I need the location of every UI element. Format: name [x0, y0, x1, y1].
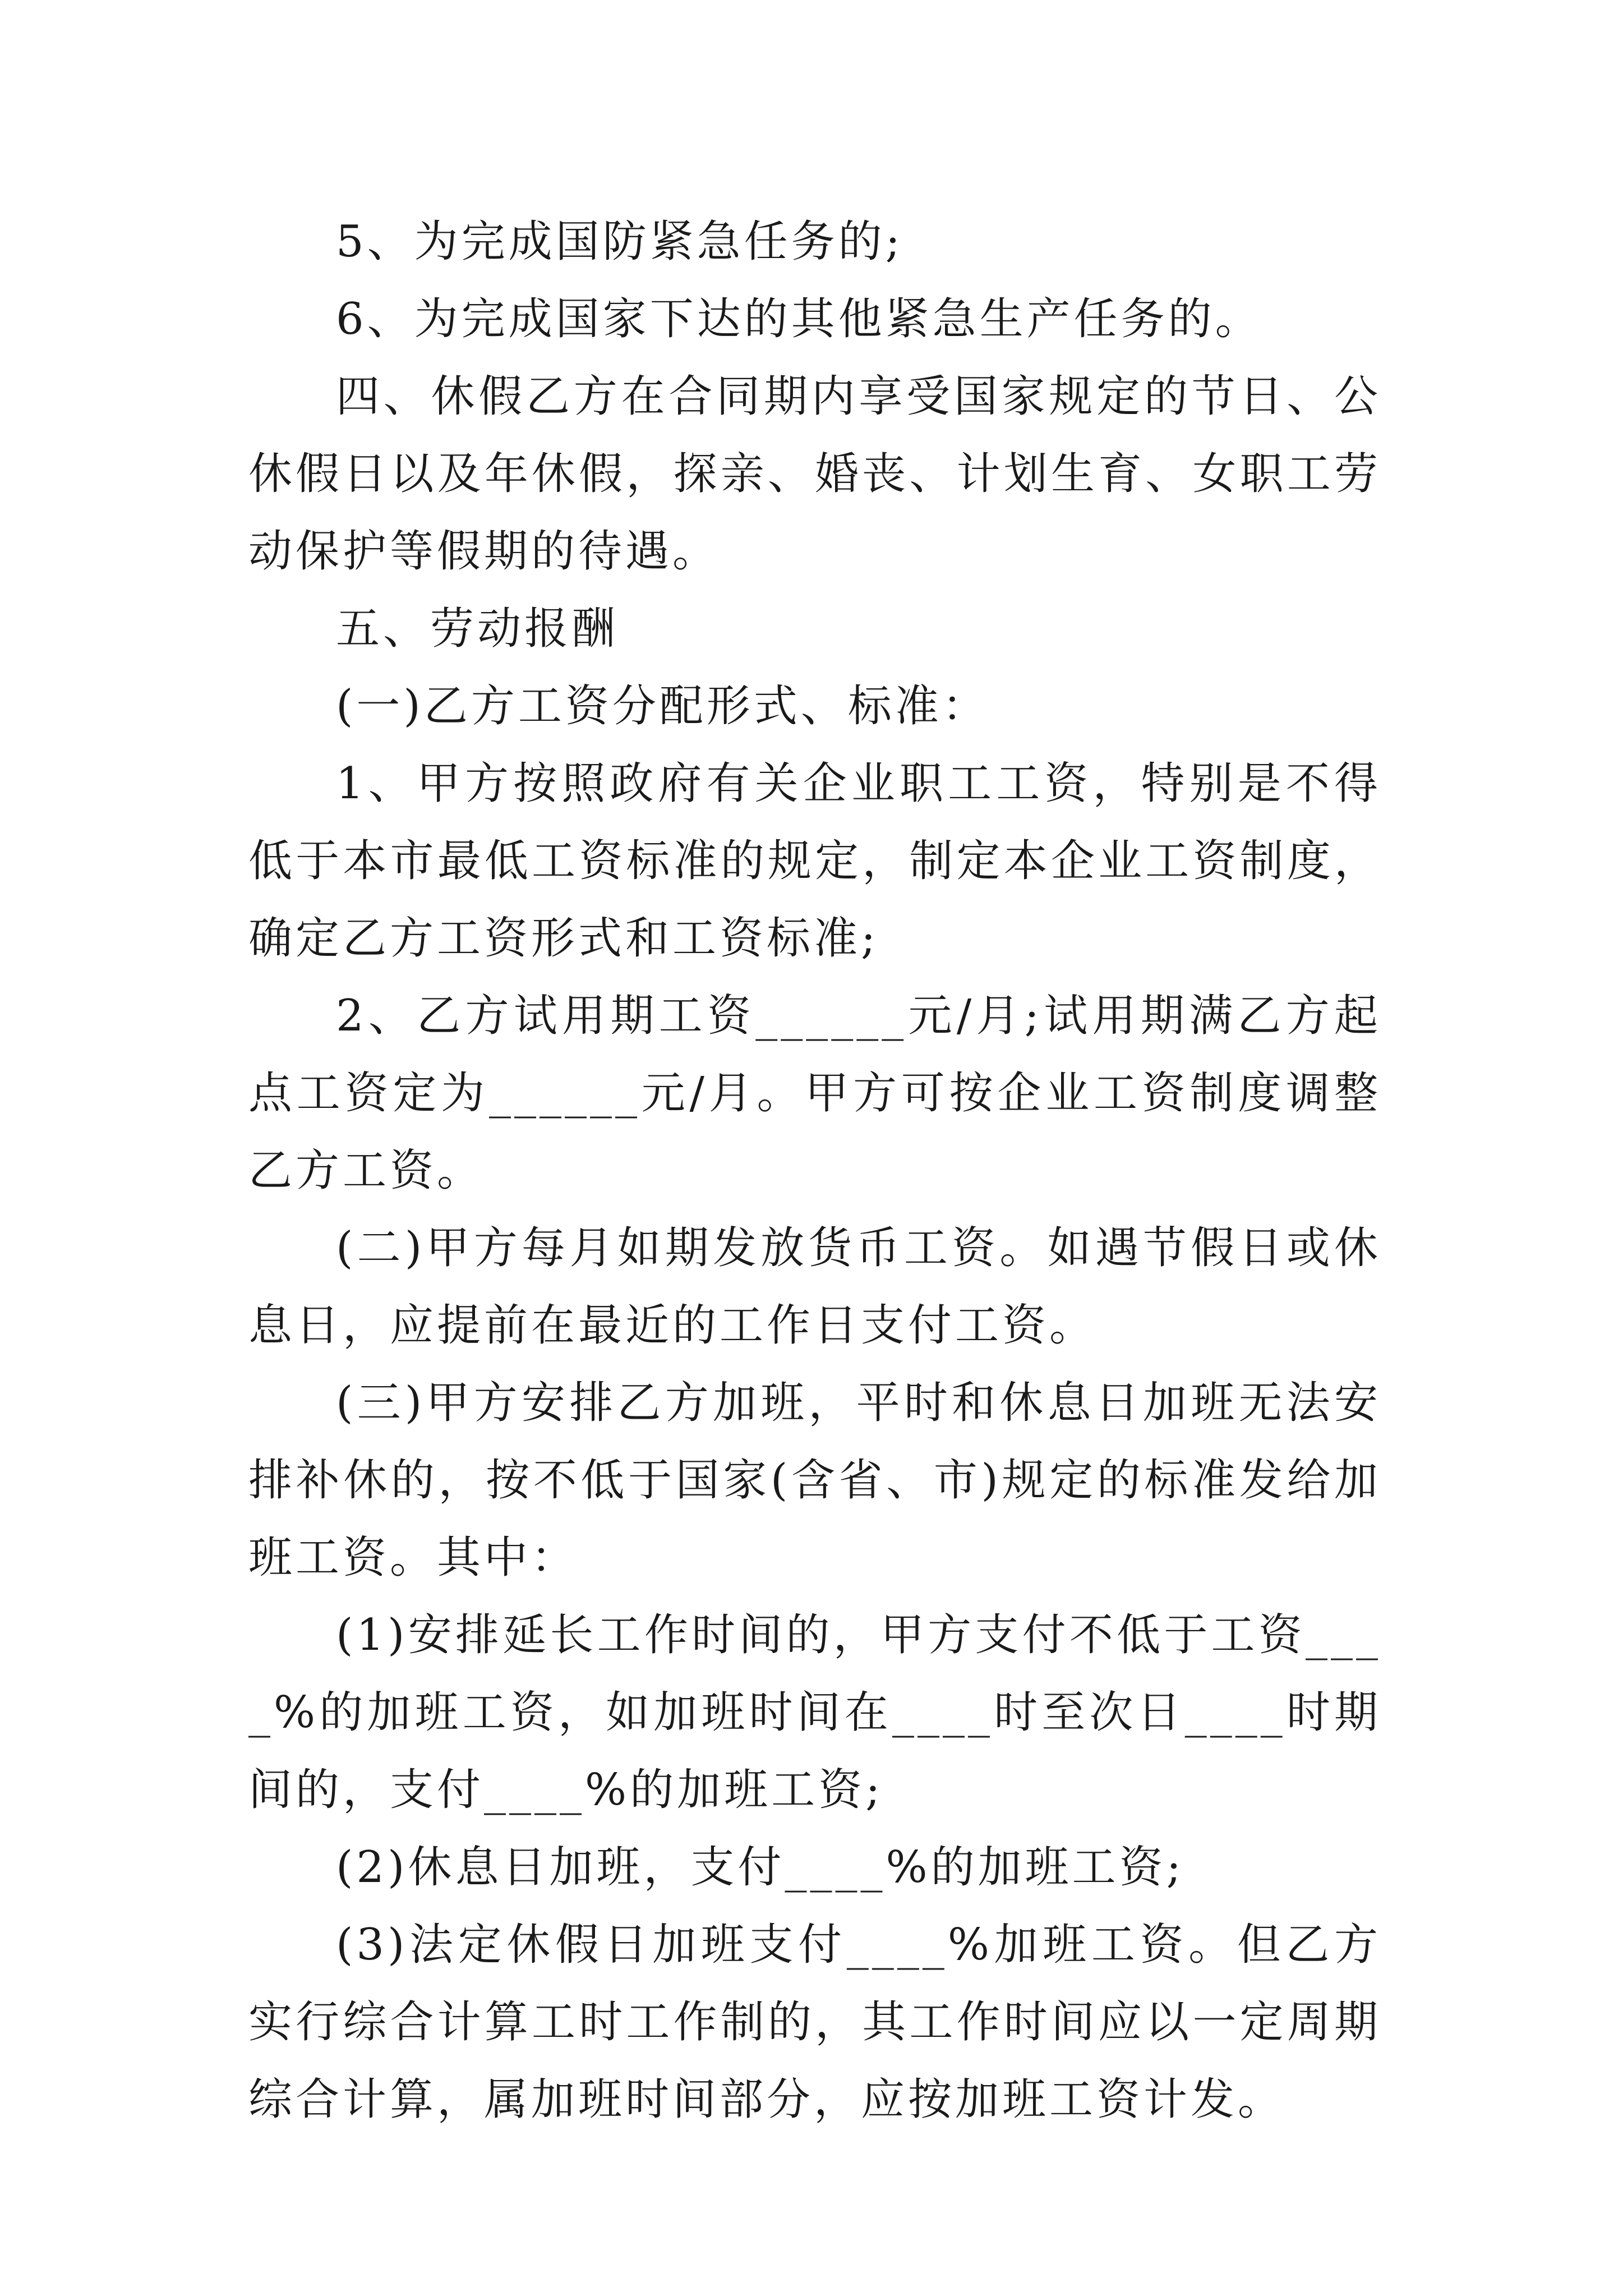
- paragraph: 四、休假乙方在合同期内享受国家规定的节日、公休假日以及年休假，探亲、婚丧、计划生育、女职工劳动保护等假期的待遇。: [248, 371, 1381, 577]
- paragraph: 5、为完成国防紧急任务的;: [336, 217, 903, 267]
- paragraph: 1、甲方按照政府有关企业职工工资，特别是不得低于本市最低工资标准的规定，制定本企业工资制度，确定乙方工资形式和工资标准;: [248, 758, 1381, 964]
- paragraph: (三)甲方安排乙方加班，平时和休息日加班无法安排补休的，按不低于国家(含省、市)规定的标准发给加班工资。其中：: [248, 1378, 1381, 1583]
- paragraph: 6、为完成国家下达的其他紧急生产任务的。: [336, 294, 1262, 344]
- section-heading: 五、劳动报酬: [336, 604, 619, 654]
- paragraph: (1)安排延长工作时间的，甲方支付不低于工资____%的加班工资，如加班时间在____时至次日____时期间的，支付____%的加班工资;: [248, 1610, 1381, 1815]
- paragraph: (2)休息日加班，支付____%的加班工资;: [336, 1842, 1184, 1893]
- paragraph: (3)法定休假日加班支付____%加班工资。但乙方实行综合计算工时工作制的，其工作时间应以一定周期综合计算，属加班时间部分，应按加班工资计发。: [248, 1920, 1381, 2125]
- paragraph: (二)甲方每月如期发放货币工资。如遇节假日或休息日，应提前在最近的工作日支付工资。: [248, 1223, 1381, 1351]
- subsection-heading: (一)乙方工资分配形式、标准：: [336, 681, 989, 731]
- document-body: [248, 203, 1381, 2138]
- paragraph: 2、乙方试用期工资______元/月;试用期满乙方起点工资定为______元/月。甲方可按企业工资制度调整乙方工资。: [248, 991, 1381, 1196]
